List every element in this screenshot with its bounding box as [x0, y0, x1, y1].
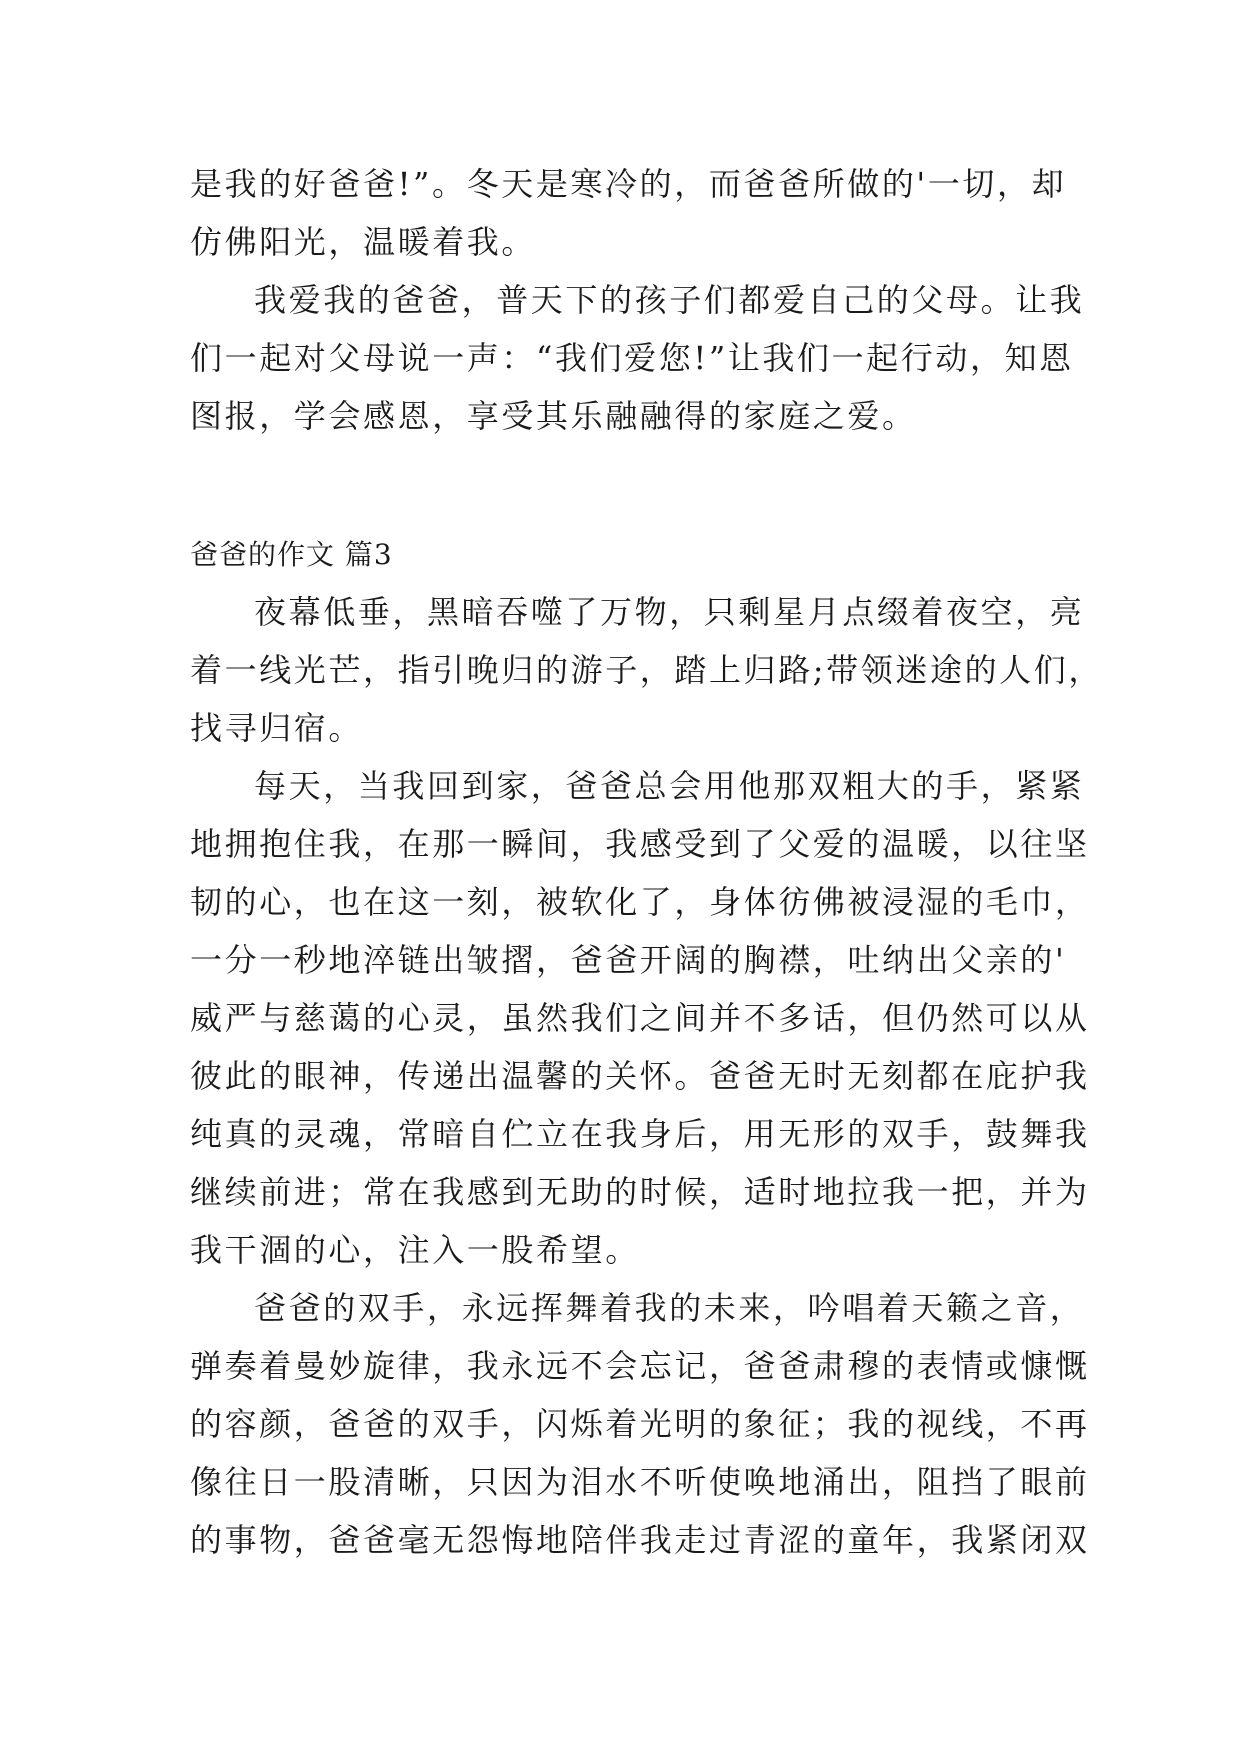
section-spacer — [190, 445, 1060, 527]
paragraph-line: 是我的好爸爸!”。冬天是寒冷的，而爸爸所做的'一切，却 — [190, 165, 1067, 203]
paragraph-line: 们一起对父母说一声：“我们爱您!”让我们一起行动，知恩 — [190, 339, 1074, 377]
paragraph-line: 彼此的眼神，传递出温馨的关怀。爸爸无时无刻都在庇护我 — [190, 1057, 1090, 1095]
paragraph — [190, 583, 1103, 757]
paragraph-line: 每天，当我回到家，爸爸总会用他那双粗大的手，紧紧 — [254, 767, 1085, 805]
paragraph-line: 找寻归宿。 — [190, 709, 364, 747]
paragraph-line: 威严与慈蔼的心灵，虽然我们之间并不多话，但仍然可以从 — [190, 999, 1090, 1037]
paragraph-line: 继续前进；常在我感到无助的时候，适时地拉我一把，并为 — [190, 1173, 1090, 1211]
paragraph-line: 地拥抱住我，在那一瞬间，我感受到了父爱的温暖，以往坚 — [190, 825, 1090, 863]
paragraph-block-after — [190, 583, 1103, 1569]
section-title: 爸爸的作文 篇3 — [190, 538, 393, 571]
paragraph-line: 的事物，爸爸毫无怨悔地陪伴我走过青涩的童年，我紧闭双 — [190, 1521, 1090, 1559]
paragraph-line: 仿佛阳光，温暖着我。 — [190, 223, 537, 261]
document-page — [190, 155, 1103, 1569]
paragraph-line: 夜幕低垂，黑暗吞噬了万物，只剩星月点缀着夜空，亮 — [254, 593, 1085, 631]
paragraph-line: 爸爸的双手，永远挥舞着我的未来，吟唱着天籁之音， — [254, 1289, 1085, 1327]
paragraph-line: 韧的心，也在这一刻，被软化了，身体彷佛被浸湿的毛巾， — [190, 883, 1090, 921]
paragraph-line: 一分一秒地淬链出皱摺，爸爸开阔的胸襟，吐纳出父亲的' — [190, 941, 1067, 979]
paragraph-line: 着一线光芒，指引晚归的游子，踏上归路;带领迷途的人们， — [190, 651, 1103, 689]
paragraph-line: 像往日一股清晰，只因为泪水不听使唤地涌出，阻挡了眼前 — [190, 1463, 1090, 1501]
paragraph — [190, 271, 1085, 445]
paragraph — [190, 155, 1067, 271]
paragraph-line: 我干涸的心，注入一股希望。 — [190, 1231, 640, 1269]
paragraph-line: 弹奏着曼妙旋律，我永远不会忘记，爸爸肃穆的表情或慷慨 — [190, 1347, 1090, 1385]
paragraph — [190, 1279, 1090, 1569]
paragraph-line: 的容颜，爸爸的双手，闪烁着光明的象征；我的视线，不再 — [190, 1405, 1090, 1443]
paragraph-line: 纯真的灵魂，常暗自伫立在我身后，用无形的双手，鼓舞我 — [190, 1115, 1090, 1153]
paragraph-line: 我爱我的爸爸，普天下的孩子们都爱自己的父母。让我 — [254, 281, 1085, 319]
paragraph-line: 图报，学会感恩，享受其乐融融得的家庭之爱。 — [190, 397, 917, 435]
paragraph-block-before — [190, 155, 1085, 445]
paragraph — [190, 757, 1090, 1279]
